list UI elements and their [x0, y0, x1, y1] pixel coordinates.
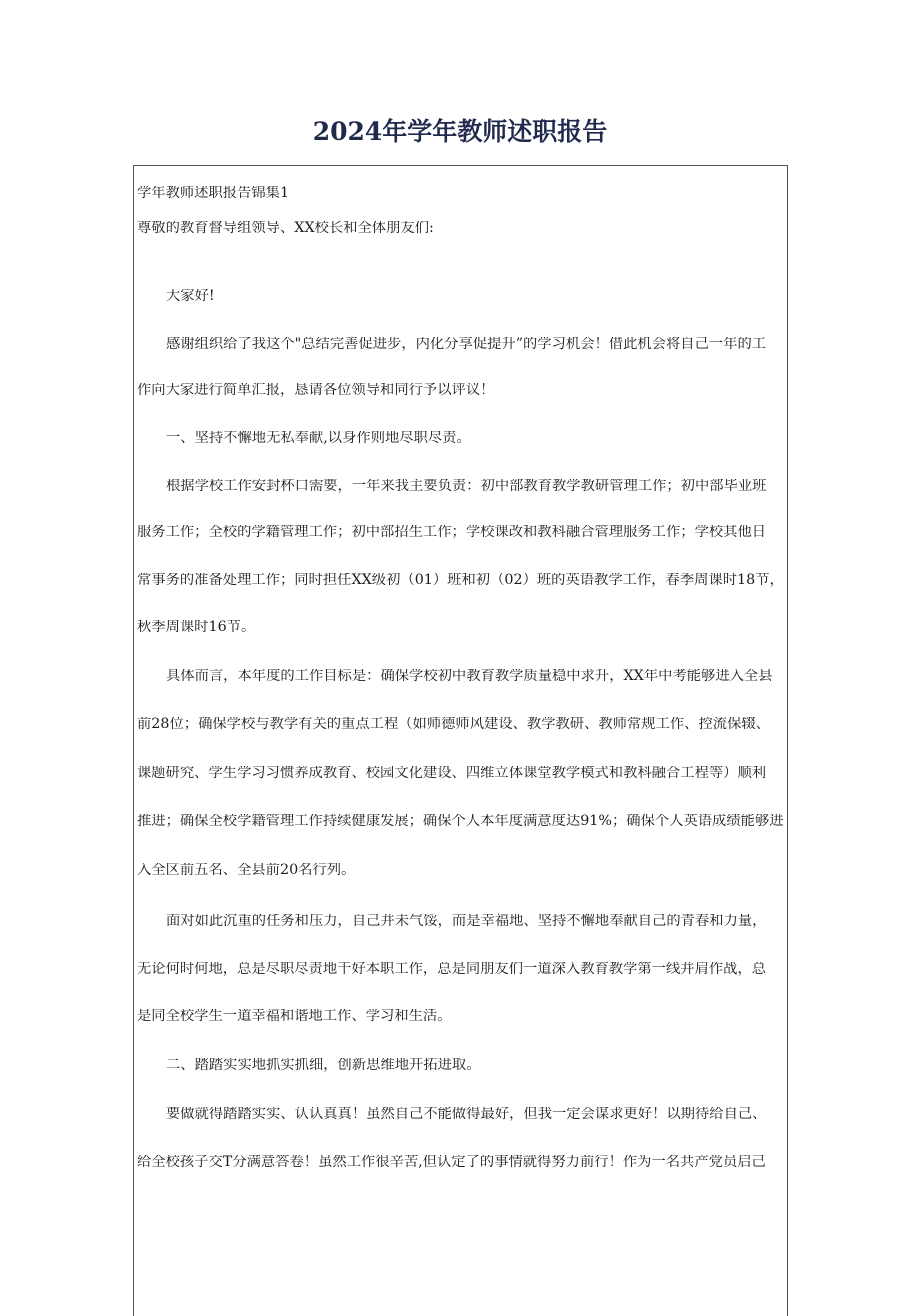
paragraph-6-line-1: 二、踏踏实实地抓实抓细，创新思维地开拓进取。 [166, 1058, 481, 1073]
paragraph-3-line-1: 根据学校工作安封杯口需要，一年来我主要负责：初中部教育教学教研管理工作；初中部毕业班 [166, 479, 767, 494]
paragraph-4-line-2: 前28位；确保学校与教学有关的重点工程（如师德师风建设、教学教研、教师常规工作、控流保辍、 [137, 717, 770, 732]
paragraph-1-line-1: 感谢组织给了我这个"总结完善促进步，内化分享促提升”的学习机会！借此机会将自己一年的工 [166, 337, 767, 352]
paragraph-3-line-4: 秋季周课时16节。 [137, 620, 256, 635]
paragraph-4-line-4: 推进；确保全校学籍管理工作持续健康发展；确保个人本年度满意度达91%；确保个人英语成绩能够进 [137, 814, 784, 829]
paragraph-4-line-3: 课题研究、学生学习习惯养成教育、校园文化建设、四维立体课堂教学模式和教科融合工程等）顺利 [137, 766, 767, 781]
salutation: 尊敬的教育督导组领导、XX校长和全体朋友们: [137, 221, 434, 236]
paragraph-2-line-1: 一、坚持不懈地无私奉献,以身作则地尽职尽责。 [166, 431, 471, 446]
paragraph-7-line-1: 要做就得踏踏实实、认认真真！虽然自己不能做得最好，但我一定会谋求更好！以期待给自己、 [166, 1107, 767, 1122]
paragraph-3-line-3: 常事务的准备处理工作；同时担任XX级初（01）班和初（02）班的英语教学工作，春季周课时18节， [137, 573, 784, 588]
paragraph-7-line-2: 给全校孩子交T分满意答卷！虽然工作很辛苦,但认定了的事情就得努力前行！作为一名共产党员启己 [137, 1155, 766, 1170]
paragraph-4-line-5: 入全区前五名、全县前20名行列。 [137, 863, 356, 878]
paragraph-1-line-2: 作向大家进行简单汇报，恳请各位领导和同行予以评议！ [137, 383, 495, 398]
document-title: 2024年学年教师述职报告 [312, 117, 608, 146]
section-heading: 学年教师述职报告锦集1 [137, 186, 290, 201]
paragraph-5-line-2: 无论何时何地，总是尽职尽责地干好本职工作，总是同朋友们一道深入教育教学第一线并肩作战，总 [137, 962, 767, 977]
greeting: 大家好! [166, 289, 215, 304]
paragraph-5-line-1: 面对如此沉重的任务和压力，自己并未气馁，而是幸福地、坚持不懈地奉献自己的青春和力量， [166, 914, 767, 929]
paragraph-3-line-2: 服务工作；全校的学籍管理工作；初中部招生工作；学校课改和教科融合管理服务工作；学校其他日 [137, 525, 767, 540]
paragraph-4-line-1: 具体而言，本年度的工作目标是：确保学校初中教育教学质量稳中求升，XX年中考能够进入全县 [166, 669, 773, 684]
paragraph-5-line-3: 是同全校学生一道幸福和谐地工作、学习和生活。 [137, 1009, 452, 1024]
